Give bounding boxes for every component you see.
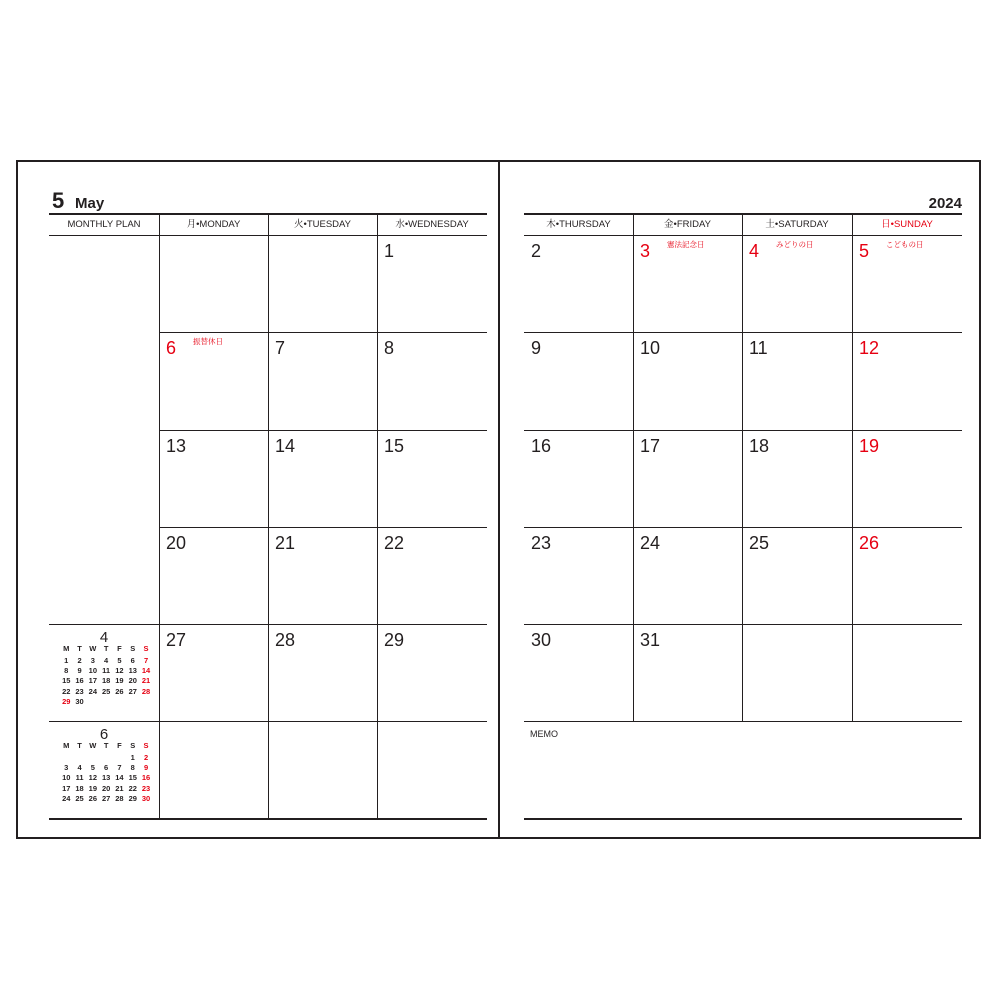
mini-calendar-day: 10 (62, 773, 71, 783)
mini-calendar-day: 17 (62, 783, 71, 793)
date-number: 24 (640, 533, 661, 553)
date-number: 26 (859, 533, 880, 553)
mini-calendar-day: 8 (64, 666, 69, 676)
date-number: 17 (640, 436, 661, 456)
date-number: 18 (749, 436, 770, 456)
date-number: 20 (166, 533, 187, 553)
mini-calendar-weekday: T (77, 741, 82, 750)
mini-calendar-day: 18 (75, 783, 84, 793)
mini-calendar-weekday: T (103, 644, 109, 653)
header-friday: 金•FRIDAY (664, 219, 711, 230)
right-header-bottom-rule (524, 235, 962, 236)
date-number: 4 (749, 241, 760, 261)
mini-calendar-day: 12 (88, 773, 98, 783)
mini-calendar-day: 1 (130, 753, 135, 762)
mini-calendar-day: 11 (102, 666, 111, 676)
date-number: 8 (384, 338, 395, 358)
mini-calendar-day: 30 (75, 696, 84, 706)
date-number: 2 (531, 241, 542, 261)
mini-calendar-month: 6 (99, 726, 109, 743)
mini-calendar-day: 29 (128, 793, 137, 803)
date-number: 11 (749, 338, 768, 358)
month-name: May (75, 195, 105, 212)
mini-calendar-day: 3 (64, 763, 69, 773)
mini-calendar-day: 7 (117, 763, 122, 773)
date-number: 27 (166, 630, 187, 650)
mini-calendar-day: 29 (62, 696, 71, 706)
date-number: 21 (275, 533, 296, 553)
mini-calendar-day: 6 (104, 763, 109, 773)
week-rule (159, 332, 487, 333)
date-number: 6 (166, 338, 177, 358)
date-number: 10 (640, 338, 661, 358)
mini-calendar-day: 22 (128, 783, 137, 793)
right-header-top-rule (524, 213, 962, 215)
mini-calendar-day: 13 (128, 666, 137, 676)
right-bottom-rule (524, 818, 962, 820)
holiday-name: 憲法記念日 (667, 240, 705, 249)
header-monday: 月•MONDAY (186, 219, 241, 230)
mini-calendar-day: 19 (88, 783, 98, 793)
mini-calendar-weekday: M (63, 644, 70, 653)
memo-label: MEMO (530, 729, 558, 739)
week-rule (159, 624, 487, 625)
column-rule (268, 213, 269, 819)
date-number: 9 (531, 338, 542, 358)
page-gutter (498, 160, 500, 839)
mini-calendar-weekday: W (89, 644, 97, 653)
date-number: 25 (749, 533, 770, 553)
week-rule (159, 430, 487, 431)
mini-calendar-weekday: F (117, 644, 122, 653)
mini-calendar-day: 24 (62, 793, 71, 803)
mini-calendar-day: 27 (128, 686, 137, 696)
date-number: 23 (531, 533, 552, 553)
mini-calendar-day: 20 (128, 676, 137, 686)
mini-calendar-weekday: F (117, 741, 122, 750)
holiday-name: こどもの日 (886, 240, 924, 249)
mini-calendar-weekday: W (89, 741, 97, 750)
mini-calendar-day: 8 (130, 763, 135, 773)
mini-calendar-weekday: S (130, 741, 136, 750)
year-label: 2024 (928, 195, 962, 212)
mini-calendar-day: 14 (141, 666, 151, 676)
mini-calendar-day: 5 (90, 763, 95, 773)
mini-calendar-day: 10 (88, 666, 98, 676)
mini-calendar-day: 1 (64, 656, 69, 665)
mini-calendar-day: 9 (77, 666, 82, 676)
month-number: 5 (52, 188, 65, 213)
mini-calendar-day: 23 (75, 686, 84, 696)
mini-calendar-day: 5 (117, 656, 122, 665)
mini-calendar-day: 28 (115, 793, 124, 803)
mini-calendar-day: 11 (75, 773, 84, 783)
date-number: 22 (384, 533, 405, 553)
mini-calendar-day: 24 (88, 686, 98, 696)
mini-calendar-day: 20 (101, 783, 111, 793)
date-number: 15 (384, 436, 405, 456)
mini-calendar-day: 21 (115, 783, 124, 793)
week-rule (524, 624, 962, 625)
mini-calendar-day: 4 (104, 656, 109, 665)
mini-calendar-weekday: S (143, 644, 149, 653)
column-rule (633, 213, 634, 722)
mini-calendar-day: 12 (115, 666, 124, 676)
week-rule (524, 332, 962, 333)
mini-calendar-day: 16 (75, 676, 84, 686)
date-number: 14 (275, 436, 296, 456)
mini-calendar-day: 23 (141, 783, 151, 793)
mini-calendar-day: 2 (77, 656, 82, 665)
mini-calendar-day: 17 (88, 676, 98, 686)
holiday-name: みどりの日 (776, 240, 814, 249)
mini-calendar-weekday: M (63, 741, 70, 750)
week-rule (159, 721, 487, 722)
mini-calendar-day: 18 (101, 676, 111, 686)
header-thursday: 木•THURSDAY (546, 219, 611, 230)
date-number: 30 (531, 630, 552, 650)
mini-calendar-day: 19 (115, 676, 124, 686)
mini-calendar-day: 13 (101, 773, 111, 783)
date-number: 29 (384, 630, 405, 650)
mini-calendar-day: 28 (141, 686, 151, 696)
mini-calendar-day: 25 (101, 686, 111, 696)
mini-calendar-weekday: T (103, 741, 109, 750)
date-number: 19 (859, 436, 880, 456)
mini-calendar-day: 16 (141, 773, 151, 783)
header-saturday: 土•SATURDAY (765, 219, 829, 230)
date-number: 1 (384, 241, 395, 261)
mini-calendar-day: 14 (115, 773, 124, 783)
mini-calendar-day: 22 (62, 686, 71, 696)
mini-calendar-day: 27 (101, 793, 111, 803)
mini-calendar-month: 4 (99, 629, 109, 646)
header-tuesday: 火•TUESDAY (294, 219, 351, 230)
date-number: 12 (859, 338, 880, 358)
mini-calendar-day: 2 (143, 753, 149, 762)
mini-calendar-day: 4 (77, 763, 82, 773)
week-rule (159, 527, 487, 528)
mini-calendar-rule (49, 721, 159, 722)
mini-calendar-day: 3 (90, 656, 95, 665)
header-wednesday: 水•WEDNESDAY (395, 219, 469, 230)
mini-calendar-weekday: S (143, 741, 149, 750)
mini-calendar-day: 9 (143, 763, 149, 773)
monthly-plan-label: MONTHLY PLAN (67, 219, 141, 230)
mini-calendar-day: 6 (130, 656, 135, 665)
date-number: 31 (640, 630, 661, 650)
mini-calendar-day: 25 (75, 793, 84, 803)
mini-calendar-weekday: S (130, 644, 136, 653)
column-rule (377, 213, 378, 819)
mini-calendar-rule (49, 624, 159, 625)
column-rule (159, 213, 160, 819)
date-number: 13 (166, 436, 187, 456)
mini-calendar-day: 7 (143, 656, 149, 665)
column-rule (742, 213, 743, 722)
mini-calendar-day: 21 (141, 676, 151, 686)
date-number: 3 (640, 241, 651, 261)
column-rule (852, 213, 853, 722)
week-rule (524, 527, 962, 528)
date-number: 7 (275, 338, 286, 358)
week-rule (524, 721, 962, 722)
mini-calendar-day: 30 (141, 793, 151, 803)
mini-calendar-day: 15 (62, 676, 71, 686)
mini-calendar-weekday: T (77, 644, 82, 653)
mini-calendar-day: 26 (88, 793, 98, 803)
date-number: 5 (859, 241, 870, 261)
mini-calendar-day: 26 (115, 686, 124, 696)
header-sunday: 日•SUNDAY (881, 219, 933, 230)
mini-calendar-day: 15 (128, 773, 137, 783)
date-number: 16 (531, 436, 552, 456)
date-number: 28 (275, 630, 296, 650)
week-rule (524, 430, 962, 431)
holiday-name: 振替休日 (193, 337, 223, 346)
